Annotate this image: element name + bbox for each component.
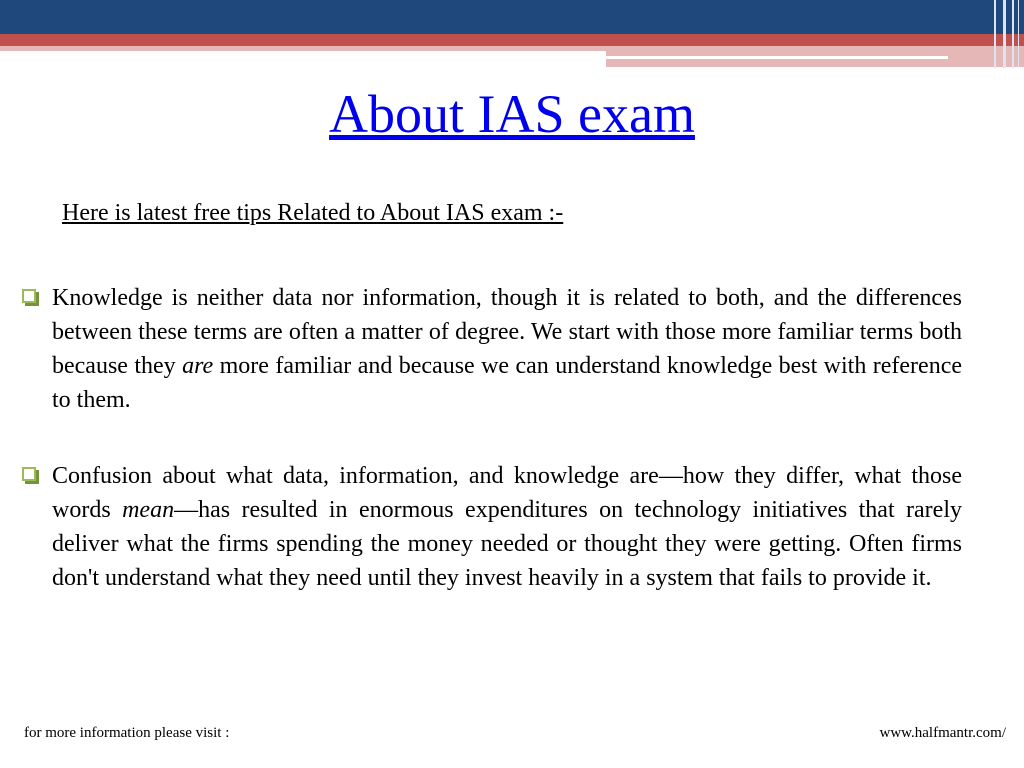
bullet-text: Knowledge is neither data nor information, though it is related to both, and the differences between these terms are often a matter of degree. We start with those more familiar terms both because they [52,285,962,379]
list-item [22,281,962,417]
page-title[interactable]: About IAS exam [329,84,695,144]
list-item [22,459,962,595]
header-vertical-line [994,0,996,68]
footer-url-link[interactable]: www.halfmantr.com/ [879,725,1006,741]
header-vertical-line [1018,0,1019,68]
bullet-emphasis: are [182,353,214,379]
bullet-text: Confusion about what data, information, and knowledge are—how they differ, what those words [52,463,962,523]
checkbox-bullet-icon [22,467,36,481]
header-red-band [0,34,1024,46]
footer-info-text: for more information please visit : [24,725,230,741]
subtitle: Here is latest free tips Related to About IAS exam :- [62,200,564,226]
header-vertical-line [1003,0,1006,68]
bullet-text: —has resulted in enormous expenditures on technology initiatives that rarely deliver what the firms spending the money needed or thought they were getting. Often firms don't understand what they need until they invest heavily in a system that fails to provide it. [52,497,962,591]
header-vertical-line [1012,0,1014,68]
bullet-list [22,281,962,637]
checkbox-bullet-icon [22,289,36,303]
header-navy-band [0,0,1024,34]
bullet-text: more familiar and because we can understand knowledge best with reference to them. [52,353,962,413]
header-pink-accent [606,51,1024,67]
header-white-line [606,56,948,59]
bullet-emphasis: mean [122,497,175,523]
